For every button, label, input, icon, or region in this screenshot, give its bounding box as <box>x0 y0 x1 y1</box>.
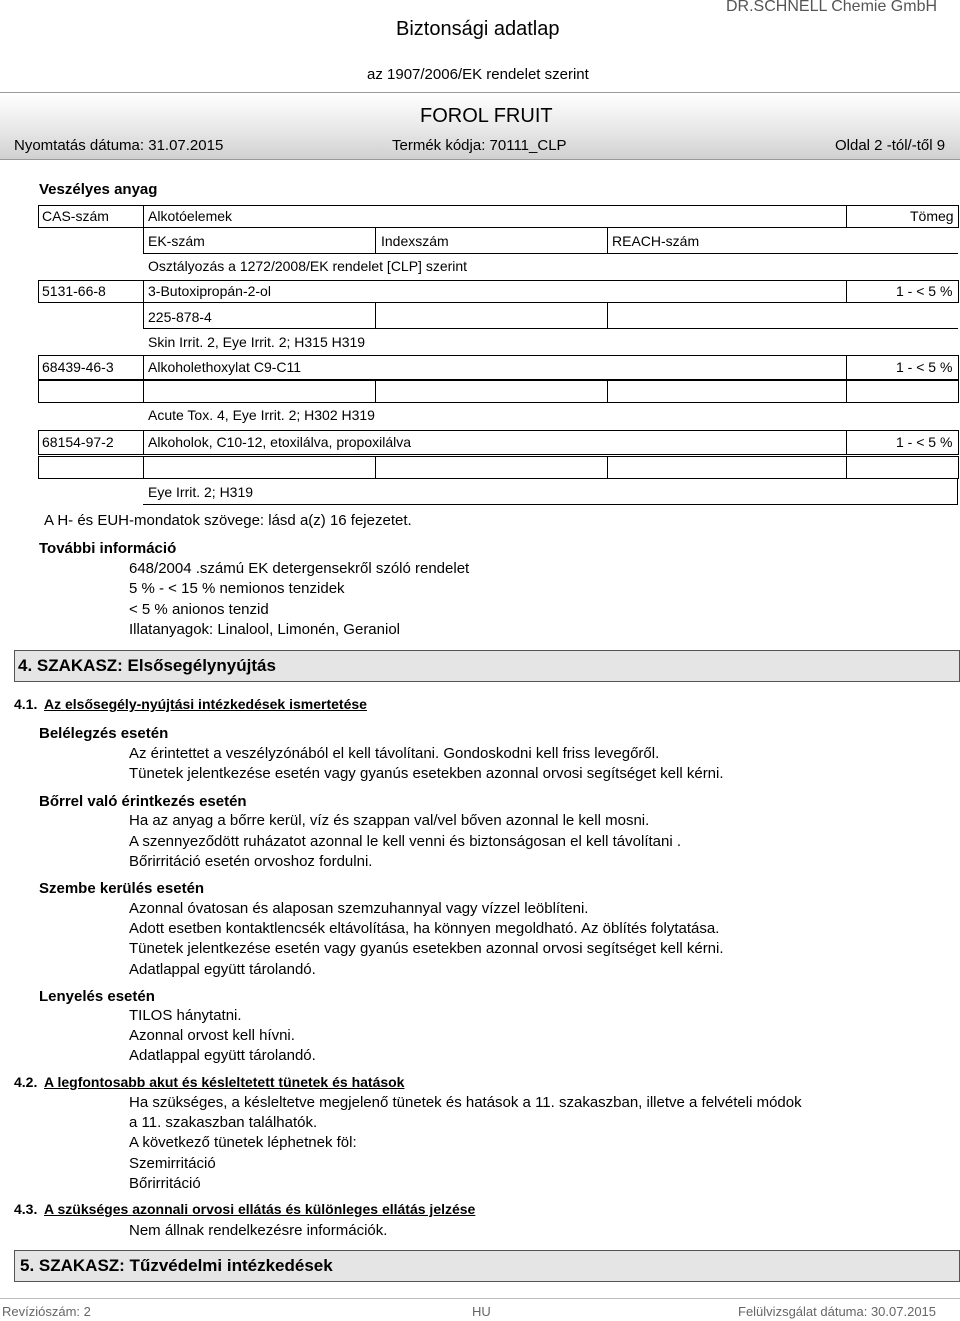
further-info-line: < 5 % anionos tenzid <box>129 601 269 618</box>
component-name: Alkoholok, C10-12, etoxilálva, propoxilálva <box>148 434 412 450</box>
col-mass: Tömeg <box>910 208 954 224</box>
symptoms-line: Szemirritáció <box>129 1155 216 1172</box>
subsection-43-title: A szükséges azonnali orvosi ellátás és különleges ellátás jelzése <box>44 1201 476 1217</box>
cas-number: 68154-97-2 <box>42 434 114 450</box>
col-classification: Osztályozás a 1272/2008/EK rendelet [CLP] szerint <box>148 258 468 274</box>
ingestion-title: Lenyelés esetén <box>39 988 155 1005</box>
inhalation-title: Belélegzés esetén <box>39 725 169 742</box>
col-index: Indexszám <box>381 233 449 249</box>
eye-contact-line: Tünetek jelentkezése esetén vagy gyanús esetekben azonnal orvosi segítséget kell kérni. <box>129 940 724 957</box>
hazardous-title: Veszélyes anyag <box>39 181 158 198</box>
cas-number: 68439-46-3 <box>42 359 114 375</box>
ingestion-line: TILOS hánytatni. <box>129 1007 242 1024</box>
language-code: HU <box>472 1304 491 1319</box>
symptoms-line: a 11. szakaszban találhatók. <box>129 1114 318 1131</box>
product-name: FOROL FRUIT <box>420 105 553 127</box>
page-number: Oldal 2 -tól/-től 9 <box>835 137 946 154</box>
company-name: DR.SCHNELL Chemie GmbH <box>726 0 938 15</box>
symptoms-line: Ha szükséges, a késleltetve megjelenő tünetek és hatások a 11. szakaszban, illetve a felvételi módok <box>129 1094 802 1111</box>
medical-attention-line: Nem állnak rendelkezésre információk. <box>129 1222 388 1239</box>
mass-range: 1 - < 5 % <box>896 359 953 375</box>
further-info-line: Illatanyagok: Linalool, Limonén, Geraniol <box>129 621 401 638</box>
skin-contact-title: Bőrrel való érintkezés esetén <box>39 793 247 810</box>
subsection-43-number: 4.3. <box>14 1201 38 1217</box>
mass-range: 1 - < 5 % <box>896 434 953 450</box>
print-date: Nyomtatás dátuma: 31.07.2015 <box>14 137 224 154</box>
cas-number: 5131-66-8 <box>42 283 106 299</box>
ec-number: 225-878-4 <box>148 309 212 325</box>
revision-number: Revíziószám: 2 <box>2 1304 91 1319</box>
col-ec: EK-szám <box>148 233 205 249</box>
mass-range: 1 - < 5 % <box>896 283 953 299</box>
eye-contact-line: Adott esetben kontaktlencsék eltávolítása, ha könnyen megoldható. Az öblítés folytatása. <box>129 920 720 937</box>
inhalation-line: Az érintettet a veszélyzónából el kell távolítani. Gondoskodni kell friss levegőről. <box>129 745 660 762</box>
col-reach: REACH-szám <box>612 233 700 249</box>
skin-contact-line: Bőrirritáció esetén orvoshoz fordulni. <box>129 853 373 870</box>
eye-contact-title: Szembe kerülés esetén <box>39 880 205 897</box>
col-cas: CAS-szám <box>42 208 109 224</box>
component-name: Alkoholethoxylat C9-C11 <box>148 359 302 375</box>
h-statement-note: A H- és EUH-mondatok szövege: lásd a(z) 16 fejezetet. <box>44 512 412 529</box>
further-info-line: 648/2004 .számú EK detergensekről szóló rendelet <box>129 560 470 577</box>
product-code: Termék kódja: 70111_CLP <box>392 137 567 154</box>
ingestion-line: Adatlappal együtt tárolandó. <box>129 1047 316 1064</box>
review-date: Felülvizsgálat dátuma: 30.07.2015 <box>738 1304 937 1319</box>
symptoms-line: A következő tünetek léphetnek föl: <box>129 1134 357 1151</box>
component-name: 3-Butoxipropán-2-ol <box>148 283 271 299</box>
eye-contact-line: Azonnal óvatosan és alaposan szemzuhannyal vagy vízzel leöblíteni. <box>129 900 589 917</box>
document-title: Biztonsági adatlap <box>396 18 560 40</box>
section-5-title: 5. SZAKASZ: Tűzvédelmi intézkedések <box>20 1256 333 1275</box>
col-components: Alkotóelemek <box>148 208 233 224</box>
classification: Skin Irrit. 2, Eye Irrit. 2; H315 H319 <box>148 334 366 350</box>
subsection-41-number: 4.1. <box>14 696 38 712</box>
further-info-title: További információ <box>39 540 177 557</box>
classification: Eye Irrit. 2; H319 <box>148 484 254 500</box>
eye-contact-line: Adatlappal együtt tárolandó. <box>129 961 316 978</box>
section-4-title: 4. SZAKASZ: Elsősegélynyújtás <box>18 656 276 675</box>
symptoms-line: Bőrirritáció <box>129 1175 201 1192</box>
classification: Acute Tox. 4, Eye Irrit. 2; H302 H319 <box>148 407 375 423</box>
skin-contact-line: Ha az anyag a bőrre kerül, víz és szappan val/vel bőven azonnal le kell mosni. <box>129 812 650 829</box>
skin-contact-line: A szennyeződött ruházatot azonnal le kell venni és biztonságosan el kell távolítani . <box>129 833 682 850</box>
ingestion-line: Azonnal orvost kell hívni. <box>129 1027 295 1044</box>
further-info-line: 5 % - < 15 % nemionos tenzidek <box>129 580 345 597</box>
subsection-42-title: A legfontosabb akut és késleltetett tünetek és hatások <box>44 1074 405 1090</box>
footer-divider <box>0 1298 960 1299</box>
subsection-42-number: 4.2. <box>14 1074 38 1090</box>
inhalation-line: Tünetek jelentkezése esetén vagy gyanús esetekben azonnal orvosi segítséget kell kérni. <box>129 765 724 782</box>
subsection-41-title: Az elsősegély-nyújtási intézkedések ismertetése <box>44 696 367 712</box>
regulation-note: az 1907/2006/EK rendelet szerint <box>367 66 589 83</box>
